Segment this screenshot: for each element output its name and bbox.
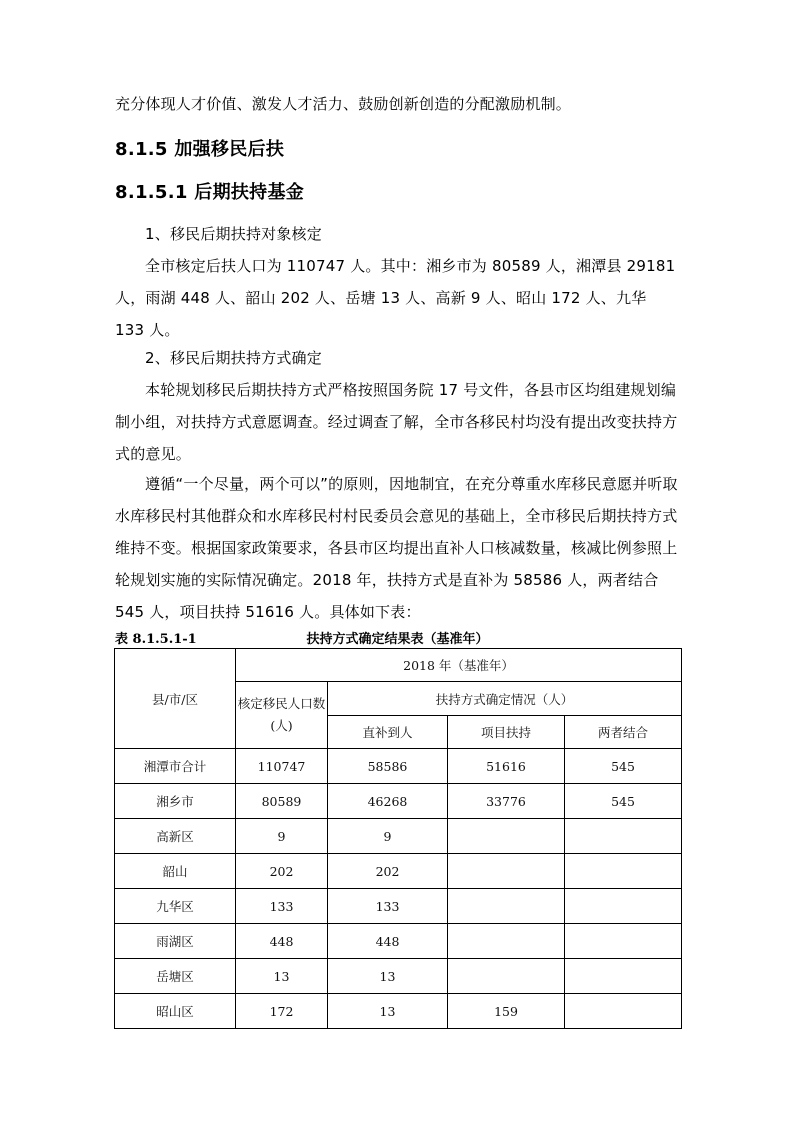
cell-project (448, 959, 565, 994)
item-1-text: 全市核定后扶人口为 110747 人。其中：湘乡市为 80589 人，湘潭县 29181 人，雨湖 448 人、韶山 202 人、岳塘 13 人、高新 9 人、昭山 172 人、九华 133 人。 (115, 257, 676, 339)
section-heading: 8.1.5 加强移民后扶 (115, 139, 285, 160)
table-row (115, 959, 682, 994)
cell-both (565, 924, 682, 959)
cell-direct: 13 (328, 959, 448, 994)
header-direct: 直补到人 (328, 716, 448, 749)
cell-project (448, 854, 565, 889)
item-2-paragraph-1: 本轮规划移民后期扶持方式严格按照国务院 17 号文件，各县市区均组建规划编制小组，对扶持方式意愿调查。经过调查了解，全市各移民村均没有提出改变扶持方式的意见。 (115, 381, 678, 463)
cell-region: 高新区 (115, 819, 236, 854)
cell-direct: 202 (328, 854, 448, 889)
cell-project: 51616 (448, 749, 565, 784)
cell-direct: 46268 (328, 784, 448, 819)
cell-population: 110747 (236, 749, 328, 784)
cell-direct: 9 (328, 819, 448, 854)
cell-region: 湘乡市 (115, 784, 236, 819)
cell-region: 岳塘区 (115, 959, 236, 994)
item-2-title: 2、移民后期扶持方式确定 (145, 349, 322, 367)
cell-population: 13 (236, 959, 328, 994)
cell-population: 133 (236, 889, 328, 924)
cell-project: 159 (448, 994, 565, 1029)
cell-region: 雨湖区 (115, 924, 236, 959)
cell-population: 172 (236, 994, 328, 1029)
cell-direct: 133 (328, 889, 448, 924)
cell-both (565, 819, 682, 854)
cell-region: 昭山区 (115, 994, 236, 1029)
cell-both: 545 (565, 784, 682, 819)
cell-direct: 13 (328, 994, 448, 1029)
cell-project (448, 889, 565, 924)
table-number: 表 8.1.5.1-1 (115, 632, 197, 647)
cell-direct: 58586 (328, 749, 448, 784)
cell-both (565, 889, 682, 924)
cell-region: 韶山 (115, 854, 236, 889)
header-year: 2018 年（基准年） (236, 649, 682, 682)
cell-both (565, 959, 682, 994)
cell-population: 9 (236, 819, 328, 854)
table-row (115, 819, 682, 854)
header-project: 项目扶持 (448, 716, 565, 749)
cell-project (448, 924, 565, 959)
cell-project (448, 819, 565, 854)
table-title: 扶持方式确定结果表（基准年） (306, 632, 489, 647)
header-method: 扶持方式确定情况（人） (328, 682, 682, 716)
table-row (115, 924, 682, 959)
cell-both: 545 (565, 749, 682, 784)
table-row (115, 994, 682, 1029)
cell-both (565, 854, 682, 889)
cell-project: 33776 (448, 784, 565, 819)
support-method-table (114, 648, 682, 1029)
table-row (115, 854, 682, 889)
cell-region: 湘潭市合计 (115, 749, 236, 784)
table-row (115, 749, 682, 784)
intro-line: 充分体现人才价值、激发人才活力、鼓励创新创造的分配激励机制。 (115, 95, 572, 113)
table-row (115, 784, 682, 819)
cell-region: 九华区 (115, 889, 236, 924)
cell-both (565, 994, 682, 1029)
cell-direct: 448 (328, 924, 448, 959)
header-both: 两者结合 (565, 716, 682, 749)
item-2-paragraph-2: 遵循“一个尽量，两个可以”的原则，因地制宜，在充分尊重水库移民意愿并听取水库移民村其他群众和水库移民村村民委员会意见的基础上，全市移民后期扶持方式维持不变。根据国家政策要求，各县市区均提出直补人口核减数量，核减比例参照上轮规划实施的实际情况确定。2018 年，扶持方式是直补为 58586 人，两者结合 545 人，项目扶持 51616 人。具体如下表： (115, 475, 678, 621)
header-population: 核定移民人口数(人) (236, 682, 328, 749)
item-1-title: 1、移民后期扶持对象核定 (145, 225, 322, 243)
table-row (115, 889, 682, 924)
table-header-row (115, 649, 682, 682)
header-region: 县/市/区 (115, 649, 236, 749)
subsection-heading: 8.1.5.1 后期扶持基金 (115, 182, 305, 203)
cell-population: 80589 (236, 784, 328, 819)
cell-population: 448 (236, 924, 328, 959)
cell-population: 202 (236, 854, 328, 889)
